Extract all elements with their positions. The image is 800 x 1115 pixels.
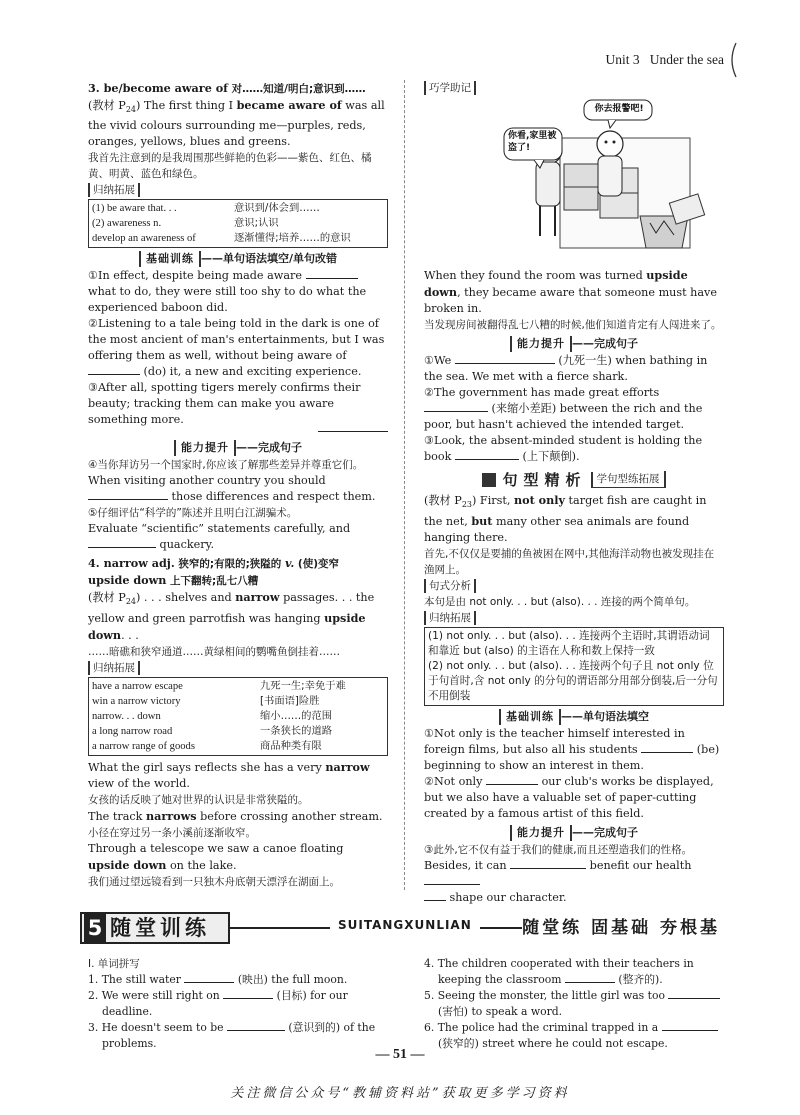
table-row: (2) awareness n. 意识;认识 <box>92 217 279 230</box>
section-3-heading: 3. be/become aware of 对……知道/明白;意识到…… <box>88 81 366 95</box>
tag-expand: 归纳拓展 <box>88 661 140 675</box>
answer-blank[interactable] <box>424 874 480 885</box>
tag-expand: 归纳拓展 <box>88 183 140 197</box>
section-advanced-heading-2: 能力提升 ——完成句子 <box>424 825 724 841</box>
section-3-table <box>88 199 388 248</box>
answer-blank[interactable] <box>88 364 140 375</box>
answer-blank[interactable] <box>223 988 273 999</box>
section-4-table <box>88 677 388 756</box>
pattern-analysis: 本句是由 not only. . . but (also). . . 连接的两个简单句。 <box>424 596 696 609</box>
exercise-item-4: 4. The children cooperated with their teachers in keeping the classroom (整齐的). <box>424 957 694 986</box>
answer-blank[interactable] <box>510 858 586 869</box>
section-advanced-heading: 能力提升 ——完成句子 <box>88 440 388 456</box>
answer-blank[interactable] <box>668 988 720 999</box>
answer-blank[interactable] <box>184 972 234 983</box>
exercise-item-2: 2. We were still right on (目标) for our deadline. <box>88 989 348 1018</box>
section-advanced-heading: 能力提升 ——完成句子 <box>424 336 724 352</box>
answer-blank[interactable] <box>306 268 358 279</box>
exercise-heading: Ⅰ. 单词拼写 <box>88 958 140 970</box>
exercise-item-5: 5. Seeing the monster, the little girl was too (害怕) to speak a word. <box>424 988 724 1020</box>
banner-number: 5 <box>84 914 106 942</box>
header-curve-decoration <box>726 42 740 78</box>
question-3: ③After all, spotting tigers merely confirms their beauty; tracking them can make you aware something more. <box>88 381 361 427</box>
memo-example: When they found the room was turned upside down, they became aware that someone must have broken in. <box>424 268 717 315</box>
answer-blank[interactable] <box>486 774 538 785</box>
exercise-item-6: 6. The police had the criminal trapped in a (狭窄的) street where he could not escape. <box>424 1020 724 1052</box>
answer-blank[interactable] <box>455 449 519 460</box>
pattern-expand-box <box>424 627 724 706</box>
section-4-translation: ……暗礁和狭窄通道……黄绿相间的鹦嘴鱼倒挂着…… <box>88 646 340 659</box>
page-number: — 51 — <box>375 1047 425 1062</box>
footer-note: 关注微信公众号“教辅资料站”获取更多学习资料 <box>230 1086 570 1101</box>
expand-item: (2) not only. . . but (also). . . 连接两个句子且 not only 位于句首时,含 not only 的分句的谓语部分用部分倒装,后一分句不用倒装 <box>428 660 718 703</box>
answer-blank[interactable] <box>565 972 615 983</box>
unit-title: Under the sea <box>649 52 724 67</box>
example-1: What the girl says reflects she has a very narrow view of the world. <box>88 760 370 791</box>
banner-title-box <box>80 912 230 944</box>
pattern-translation: 首先,不仅仅是要捕的鱼被困在网中,其他海洋动物也被发现挂在渔网上。 <box>424 548 715 577</box>
section-3-translation: 我首先注意到的是我周围那些鲜艳的色彩——紫色、红色、橘黄、明黄、蓝色和绿色。 <box>88 152 372 181</box>
question-5: Evaluate “scientific” statements carefully, and quackery. <box>88 522 351 552</box>
unit-label: Unit 3 <box>605 52 640 67</box>
table-row: have a narrow escape 九死一生;幸免于难 <box>92 680 346 693</box>
left-column <box>88 80 388 890</box>
pattern-example: (教材 $P_{23}$) First, not only target fish are caught in the net, but many other sea animals are found hanging there. <box>424 493 707 545</box>
section-basic-heading: 基础训练 ——单句语法填空 <box>424 709 724 725</box>
question-5-prompt: ⑤仔细评估“科学的”陈述并且明白江湖骗术。 <box>88 507 298 520</box>
answer-line[interactable] <box>318 428 388 432</box>
tag-analysis: 句式分析 <box>424 579 476 593</box>
answer-blank[interactable] <box>88 537 156 548</box>
exercise-left <box>88 956 388 1052</box>
question-1: ①In effect, despite being made aware what to do, they were still too shy to do what the experienced baboon did. <box>88 269 367 315</box>
basic-question-1: ①Not only is the teacher himself interested in foreign films, but also all his students (be) beginning to show an interest in them. <box>424 727 720 773</box>
example-3: Through a telescope we saw a canoe floating upside down on the lake. <box>88 842 344 873</box>
expand-item: (1) not only. . . but (also). . . 连接两个主语时,其谓语动词和靠近 but (also) 的主语在人称和数上保持一致 <box>428 630 710 658</box>
answer-blank[interactable] <box>641 742 693 753</box>
book-icon <box>482 473 496 487</box>
speech-bubble-1: 你看,家里被盗了! <box>508 131 557 153</box>
burglary-cartoon-illustration <box>500 98 730 256</box>
tag-memo: 巧学助记 <box>424 81 476 95</box>
question-2: ②Listening to a tale being told in the dark is one of the most ancient of man's entertainments, but I was offering them as well, without being aware of (do) it, a new and exciting experience. <box>88 317 385 379</box>
right-question-1: ①We (九死一生) when bathing in the sea. We met with a fierce shark. <box>424 354 708 383</box>
right-column <box>424 80 724 906</box>
banner-middle <box>230 912 522 944</box>
running-header <box>606 52 724 68</box>
example-2-translation: 小径在穿过另一条小溪前逐渐收窄。 <box>88 827 256 840</box>
answer-blank[interactable] <box>424 401 488 412</box>
example-2: The track narrows before crossing another stream. <box>88 809 383 824</box>
question-4: When visiting another country you should those differences and respect them. <box>88 474 376 504</box>
table-row: a long narrow road 一条狭长的道路 <box>92 725 333 738</box>
answer-blank[interactable] <box>424 890 446 901</box>
right-question-2: ②The government has made great efforts (来缩小差距) between the rich and the poor, but hasn't achieved the intended target. <box>424 386 703 431</box>
table-row: a narrow range of goods 商品种类有限 <box>92 740 322 753</box>
question-4-prompt: ④当你拜访另一个国家时,你应该了解那些差异并尊重它们。 <box>88 459 364 472</box>
sentence-pattern-heading: 句型精析 学句型练拓展 <box>424 471 724 488</box>
table-row: win a narrow victory [书面语]险胜 <box>92 695 320 708</box>
section-4-heading: 4. narrow adj. 狭窄的;有限的;狭隘的 v. (使)变窄 <box>88 556 340 571</box>
table-row: develop an awareness of 逐渐懂得;培养……的意识 <box>92 232 351 245</box>
answer-blank[interactable] <box>662 1020 718 1031</box>
section-basic-heading: 基础训练 ——单句语法填空/单句改错 <box>88 251 388 267</box>
tag-expand: 归纳拓展 <box>424 611 476 625</box>
exercise-item-3: 3. He doesn't seem to be (意识到的) of the problems. <box>88 1021 376 1050</box>
answer-blank[interactable] <box>455 353 555 364</box>
practice-banner <box>80 912 720 944</box>
example-1-translation: 女孩的话反映了她对世界的认识是非常狭隘的。 <box>88 794 309 807</box>
answer-blank[interactable] <box>227 1020 285 1031</box>
table-row: (1) be aware that. . . 意识到/体会到…… <box>92 202 320 215</box>
answer-blank[interactable] <box>88 489 168 500</box>
right-question-3: ③Look, the absent-minded student is holding the book (上下颠倒). <box>424 434 703 463</box>
basic-question-2: ②Not only our club's works be displayed, but we also have a valuable set of paper-cutting created by a famous artist of this field. <box>424 775 714 821</box>
example-3-translation: 我们通过望远镜看到一只独木舟底朝天漂浮在湖面上。 <box>88 876 340 889</box>
basic-question-3-prompt: ③此外,它不仅有益于我们的健康,而且还塑造我们的性格。 <box>424 844 693 857</box>
section-4-example: (教材 $P_{24}$) . . . shelves and narrow passages. . . the yellow and green parrotfish was hanging upside down. . . <box>88 590 375 643</box>
exercise-item-1: 1. The still water (映出) the full moon. <box>88 973 348 986</box>
speech-bubble-2: 你去报警吧! <box>594 104 644 114</box>
table-row: narrow. . . down 缩小……的范围 <box>92 710 333 723</box>
column-divider <box>404 80 405 890</box>
banner-slogan: 随堂练 固基础 夯根基 <box>522 918 720 938</box>
basic-question-3: Besides, it can benefit our health shape our character. <box>424 859 692 905</box>
banner-pinyin: SUITANGXUNLIAN <box>330 917 480 933</box>
banner-title: 随堂训练 <box>110 916 210 940</box>
section-4-subheading: upside down 上下翻转;乱七八糟 <box>88 573 259 588</box>
memo-translation: 当发现房间被翻得乱七八糟的时候,他们知道肯定有人闯进来了。 <box>424 319 722 331</box>
exercise-right <box>424 956 724 1052</box>
section-3-example: (教材 $P_{24}$) The first thing I became aware of was all the vivid colours surrounding me—purples, reds, oranges, yellows, blues and greens. <box>88 98 385 149</box>
